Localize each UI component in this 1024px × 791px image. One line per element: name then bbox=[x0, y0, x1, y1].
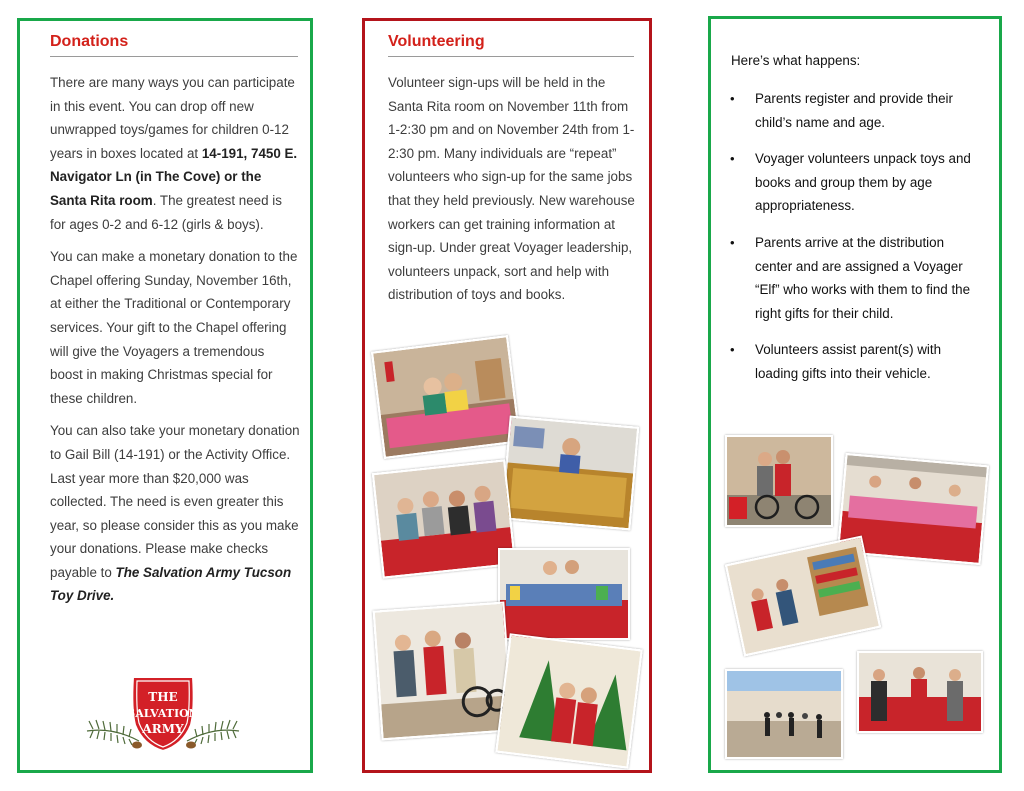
donations-paragraph-1 bbox=[50, 71, 300, 236]
volunteering-heading: Volunteering bbox=[388, 33, 634, 57]
photo-volunteers-toys-1 bbox=[371, 335, 521, 459]
salvation-army-logo bbox=[83, 669, 243, 764]
photo-volunteers-bike bbox=[373, 602, 514, 741]
pinecone-left-icon bbox=[132, 742, 142, 749]
pine-branch-right-icon bbox=[187, 720, 239, 745]
logo-text-the: THE bbox=[148, 690, 178, 704]
process-step-text: Voyager volunteers unpack toys and books and group them by age appropriateness. bbox=[755, 151, 971, 214]
process-panel bbox=[708, 16, 1002, 773]
photo-line-outside bbox=[725, 669, 843, 759]
donations-paragraph-3 bbox=[50, 419, 300, 608]
list-item bbox=[727, 338, 977, 385]
pine-branch-left-icon bbox=[87, 720, 139, 745]
list-item bbox=[727, 87, 977, 134]
donations-p1-location: 14-191, 7450 E. Navigator Ln (in The Cove) or the Santa Rita room bbox=[50, 145, 298, 208]
list-item bbox=[727, 147, 977, 218]
donations-heading: Donations bbox=[50, 33, 298, 57]
bullet-icon: • bbox=[730, 342, 735, 358]
photo-books-room bbox=[725, 535, 881, 656]
photo-volunteer-boxes bbox=[501, 416, 640, 531]
logo-text-salvation: SALVATION bbox=[127, 707, 199, 720]
logo-text-army: ARMY bbox=[142, 722, 184, 736]
process-steps-list bbox=[727, 87, 977, 399]
donations-panel bbox=[17, 18, 313, 773]
donations-text bbox=[50, 71, 300, 617]
volunteering-panel bbox=[362, 18, 652, 773]
volunteering-text: Volunteer sign-ups will be held in the Santa Rita room on November 11th from 1-2:30 pm and on November 24th from 1-2:30 pm. Many individuals are “repeat” volunteers who sign-up for the same jobs that they held previously. New warehouse workers can get training information at sign-up. Under great Voyager leadership, volunteers unpack, sort and help with distribution of toys and books. bbox=[388, 75, 635, 303]
pinecone-right-icon bbox=[186, 742, 196, 749]
donations-p1-text-end: . The greatest need is for ages 0-2 and 6-12 (girls & boys). bbox=[50, 192, 282, 232]
donations-paragraph-2: You can make a monetary donation to the Chapel offering Sunday, November 16th, at either the Traditional or Contemporary services. Your gift to the Chapel offering will give the Voyagers a tremendous boost in making Christmas special for these children. bbox=[50, 249, 298, 406]
bullet-icon: • bbox=[730, 91, 735, 106]
photo-volunteers-reindeer bbox=[498, 548, 630, 640]
photo-volunteers-bags bbox=[372, 459, 516, 578]
donations-p1-text: There are many ways you can participate in this event. You can drop off new unwrapped toys/games for children 0-12 years in boxes located at bbox=[50, 75, 295, 161]
photo-couple-bike bbox=[725, 435, 833, 527]
donations-p3-payee: The Salvation Army Tucson Toy Drive. bbox=[50, 564, 292, 604]
process-intro: Here’s what happens: bbox=[731, 53, 861, 68]
bullet-icon: • bbox=[730, 151, 735, 167]
process-step-text: Parents register and provide their child’s name and age. bbox=[755, 91, 953, 130]
donations-p3-text: You can also take your monetary donation to Gail Bill (14-191) or the Activity Office. Last year more than $20,000 was collected. The need is even greater this year, so please consider this as you make your donations. Please make checks payable to bbox=[50, 423, 300, 580]
bullet-icon: • bbox=[730, 234, 735, 250]
process-step-text: Parents arrive at the distribution center and are assigned a Voyager “Elf” who works with them to find the right gifts for their child. bbox=[755, 234, 971, 321]
process-step-text: Volunteers assist parent(s) with loading gifts into their vehicle. bbox=[755, 342, 942, 381]
list-item bbox=[727, 231, 977, 325]
photo-volunteers-trees bbox=[495, 633, 643, 768]
photo-distribution-room bbox=[857, 651, 983, 733]
